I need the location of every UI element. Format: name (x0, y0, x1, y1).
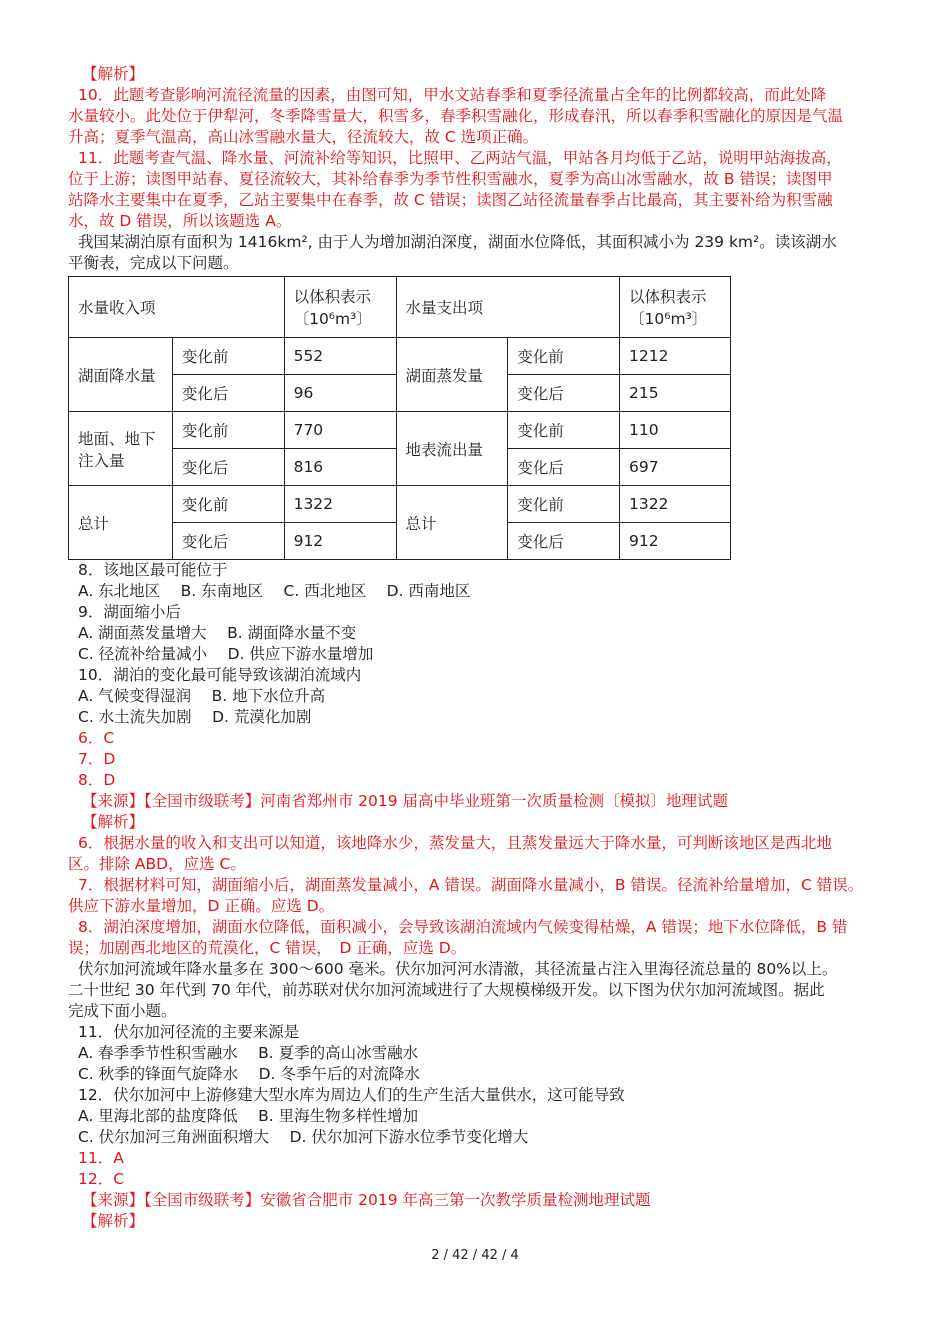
row-label: 湖面降水量 (69, 338, 173, 412)
analysis-label: 【解析】 (82, 1212, 145, 1230)
table-cell: 1322 (284, 486, 396, 523)
source-line: 【来源】【全国市级联考】河南省郑州市 2019 届高中毕业班第一次质量检测〔模拟〕地理试题 (82, 792, 729, 810)
row-label: 总计 (69, 486, 173, 560)
analysis-8: 8．湖泊深度增加，湖面水位降低，面积减小，会导致该湖泊流域内气候变得枯燥，A 错误；地下水位降低，B 错 误；加剧西北地区的荒漠化，C 错误， D 正确，应选 D。 (68, 918, 848, 957)
table-cell: 96 (284, 375, 396, 412)
table-cell: 215 (620, 375, 731, 412)
question-8: 8．该地区最可能位于 A. 东北地区 B. 东南地区 C. 西北地区 D. 西南地区 (78, 561, 471, 600)
table-row: 变化后 96 变化后 215 (69, 375, 731, 412)
answers-11-12: 11．A 12．C (78, 1149, 125, 1188)
answers-6-8: 6．C 7．D 8．D (78, 729, 116, 789)
header-volume-income: 以体积表示 〔10⁶m³〕 (284, 277, 396, 338)
table-cell: 1322 (620, 486, 731, 523)
lake-intro: 我国某湖泊原有面积为 1416km², 由于人为增加湖泊深度，湖面水位降低，其面积减小为 239 km²。读该湖水 平衡表，完成以下问题。 (68, 233, 837, 272)
table-row: 变化后 816 变化后 697 (69, 449, 731, 486)
volga-intro: 伏尔加河流域年降水量多在 300～600 毫米。伏尔加河河水清澈，其径流量占注入里海径流总量的 80%以上。 二十世纪 30 年代到 70 年代，前苏联对伏尔加河流域进行了大规模梯级开发。以下图为伏尔加河流域图。据此 完成下面小题。 (68, 960, 838, 1020)
row-label: 地面、地下 注入量 (69, 412, 173, 486)
table-row: 地面、地下 注入量 变化前 770 地表流出量 变化前 110 (69, 412, 731, 449)
table-cell: 110 (620, 412, 731, 449)
table-cell: 697 (620, 449, 731, 486)
row-label: 湖面蒸发量 (396, 338, 508, 412)
document-page (68, 64, 888, 1232)
question-12: 12．伏尔加河中上游修建大型水库为周边人们的生产生活大量供水，这可能导致 A. 里海北部的盐度降低 B. 里海生物多样性增加 C. 伏尔加河三角洲面积增大 D. 伏尔加河下游水位季节变化增大 (78, 1086, 625, 1146)
header-outgo: 水量支出项 (396, 277, 620, 338)
table-cell: 1212 (620, 338, 731, 375)
question-9: 9．湖面缩小后 A. 湖面蒸发量增大 B. 湖面降水量不变 C. 径流补给量减小 D. 供应下游水量增加 (78, 603, 374, 663)
analysis-label: 【解析】 (82, 813, 145, 831)
header-income: 水量收入项 (69, 277, 285, 338)
table-cell: 816 (284, 449, 396, 486)
page-footer: 2 / 42 / 42 / 4 (431, 1248, 519, 1263)
analysis-7: 7．根据材料可知，湖面缩小后，湖面蒸发量减小，A 错误。湖面降水量减小，B 错误。径流补给量增加，C 错误。 供应下游水量增加，D 正确。应选 D。 (68, 876, 864, 915)
analysis-6: 6．根据水量的收入和支出可以知道，该地降水少，蒸发量大，且蒸发量远大于降水量，可判断该地区是西北地 区。排除 ABD，应选 C。 (68, 834, 832, 873)
table-row: 变化后 912 变化后 912 (69, 523, 731, 560)
table-row: 总计 变化前 1322 总计 变化前 1322 (69, 486, 731, 523)
row-label: 地表流出量 (396, 412, 508, 486)
question-10: 10．湖泊的变化最可能导致该湖泊流域内 A. 气候变得湿润 B. 地下水位升高 C. 水土流失加剧 D. 荒漠化加剧 (78, 666, 362, 726)
analysis-11: 11．此题考查气温、降水量、河流补给等知识，比照甲、乙两站气温，甲站各月均低于乙站，说明甲站海拔高， 位于上游；读图甲站春、夏径流较大，其补给春季为季节性积雪融水，夏季为高山冰雪融水，故 B 错误；读图甲 站降水主要集中在夏季，乙站主要集中在春季，故 C 错误；读图乙站径流量春季占比最高，其主要补给为积雪融 水，故 D 错误，所以该题选 A。 (68, 149, 842, 230)
header-volume-outgo: 以体积表示 〔10⁶m³〕 (620, 277, 731, 338)
table-header-row (69, 277, 731, 338)
table-cell: 912 (620, 523, 731, 560)
table-cell: 912 (284, 523, 396, 560)
analysis-label: 【解析】 (82, 65, 145, 83)
water-balance-table (68, 276, 731, 560)
table-cell: 770 (284, 412, 396, 449)
analysis-10: 10．此题考查影响河流径流量的因素，由图可知，甲水文站春季和夏季径流量占全年的比例都较高，而此处降 水量较小。此处位于伊犁河，冬季降雪量大，积雪多，春季积雪融化，形成春汛，所以春季积雪融化的原因是气温 升高；夏季气温高，高山冰雪融水量大，径流较大，故 C 选项正确。 (68, 86, 844, 146)
row-label: 总计 (396, 486, 508, 560)
question-11: 11．伏尔加河径流的主要来源是 A. 春季季节性积雪融水 B. 夏季的高山冰雪融水 C. 秋季的锋面气旋降水 D. 冬季午后的对流降水 (78, 1023, 420, 1083)
table-row: 湖面降水量 变化前 552 湖面蒸发量 变化前 1212 (69, 338, 731, 375)
table-cell: 552 (284, 338, 396, 375)
source-line: 【来源】【全国市级联考】安徽省合肥市 2019 年高三第一次教学质量检测地理试题 (82, 1191, 651, 1209)
